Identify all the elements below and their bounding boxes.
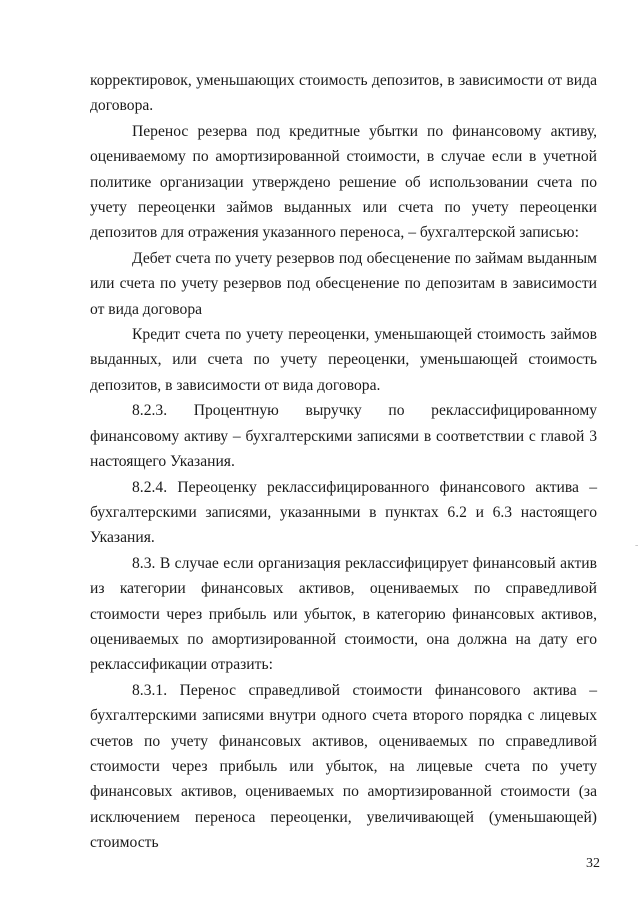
paragraph-credit-entry: Кредит счета по учету переоценки, уменьшающей стоимость займов выданных, или счета по учету переоценки, уменьшающей стоимость депозитов, в зависимости от вида договора. (90, 326, 597, 394)
paragraph-continuation: корректировок, уменьшающих стоимость депозитов, в зависимости от вида договора. (90, 72, 597, 115)
margin-mark: - (635, 540, 639, 551)
paragraph-reserve-transfer: Перенос резерва под кредитные убытки по финансовому активу, оцениваемому по амортизированной стоимости, в случае если в учетной политике организации утверждено решение об использовании счета по учету переоценки займов выданных или счета по учету переоценки депозитов для отражения указанного переноса, – бухгалтерской записью: (90, 122, 597, 242)
paragraph-8-2-4: 8.2.4. Переоценку реклассифицированного финансового актива – бухгалтерскими записями, указанными в пунктах 6.2 и 6.3 настоящего Указания. (90, 478, 597, 547)
page-number: 32 (586, 856, 600, 871)
paragraph-8-3: 8.3. В случае если организация реклассифицирует финансовый актив из категории финансовых активов, оцениваемых по справедливой стоимости через прибыль или убыток, в категорию финансовых активов, оцениваемых по амортизированной стоимости, она должна на дату его реклассификации отразить: (90, 554, 597, 674)
paragraph-debit-entry: Дебет счета по учету резервов под обесценение по займам выданным или счета по учету резервов под обесценение по депозитам в зависимости от вида договора (90, 249, 597, 318)
document-body (90, 68, 597, 856)
paragraph-8-2-3: 8.2.3. Процентную выручку по реклассифицированному финансовому активу – бухгалтерскими записями в соответствии с главой 3 настоящего Указания. (90, 402, 597, 471)
paragraph-8-3-1: 8.3.1. Перенос справедливой стоимости финансового актива – бухгалтерскими записями внутри одного счета второго порядка с лицевых счетов по учету финансовых активов, оцениваемых по справедливой стоимости через прибыль или убыток, на лицевые счета по учету финансовых активов, оцениваемых по амортизированной стоимости (за исключением переноса переоценки, увеличивающей (уменьшающей) стоимость (90, 681, 597, 852)
